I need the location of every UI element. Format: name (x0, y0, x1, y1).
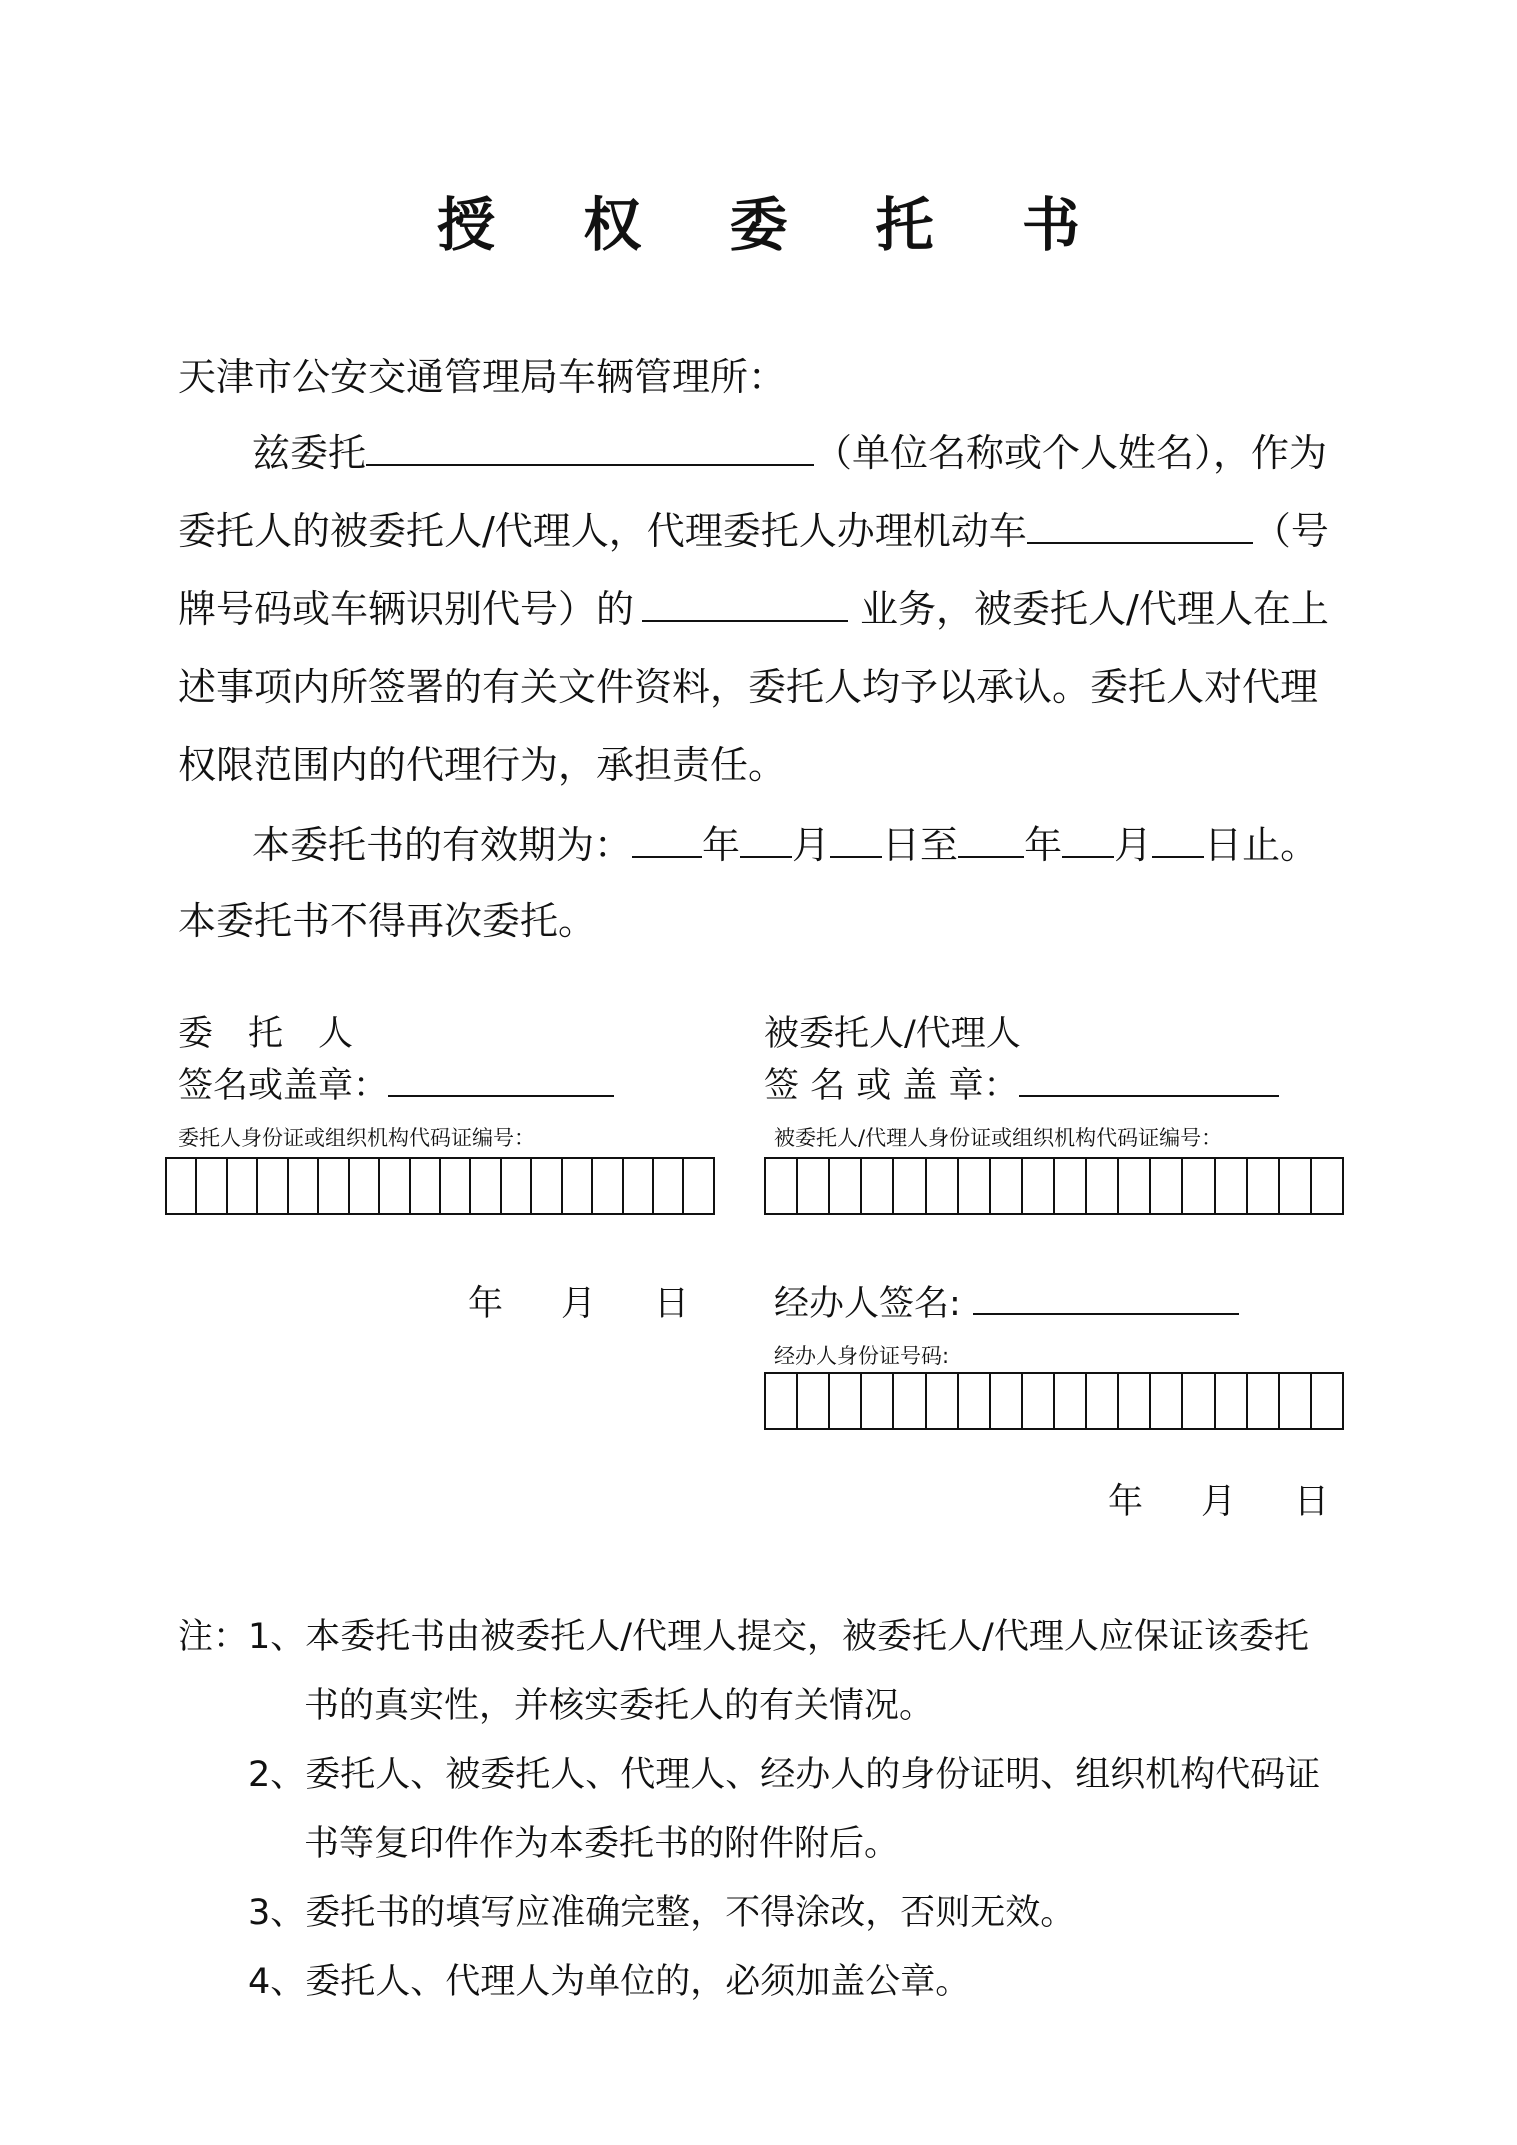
id-digit-cell[interactable] (860, 1374, 892, 1428)
principal-signature-blank[interactable] (388, 1065, 614, 1097)
id-digit-cell[interactable] (1085, 1374, 1117, 1428)
end-year-blank[interactable] (958, 820, 1024, 858)
validity-prefix: 本委托书的有效期为： (252, 823, 633, 867)
handler-id-grid[interactable] (764, 1372, 1344, 1430)
principal-signature-row (178, 1058, 614, 1108)
id-digit-cell[interactable] (957, 1159, 989, 1213)
paragraph-text: 牌号码或车辆识别代号）的 (178, 587, 635, 631)
date-month: 月 (561, 1284, 597, 1324)
id-digit-cell[interactable] (828, 1159, 860, 1213)
paragraph-text: 业务，被委托人/代理人在上 (860, 587, 1329, 631)
id-digit-cell[interactable] (682, 1159, 712, 1213)
id-digit-cell[interactable] (796, 1374, 828, 1428)
id-digit-cell[interactable] (1181, 1374, 1213, 1428)
id-digit-cell[interactable] (989, 1159, 1021, 1213)
document-title: 授 权 委 托 书 (437, 191, 1114, 259)
id-digit-cell[interactable] (530, 1159, 560, 1213)
principal-id-grid[interactable] (165, 1157, 715, 1215)
id-digit-cell[interactable] (1310, 1374, 1342, 1428)
validity-text: 年 (702, 823, 741, 867)
paragraph-text: 委托人的被委托人/代理人，代理委托人办理机动车 (178, 509, 1027, 553)
paragraph-line-2 (178, 506, 1329, 556)
id-digit-cell[interactable] (1117, 1374, 1149, 1428)
note-2-line-2: 书等复印件作为本委托书的附件附后。 (304, 1824, 900, 1864)
id-digit-cell[interactable] (469, 1159, 499, 1213)
id-digit-cell[interactable] (925, 1159, 957, 1213)
date-day: 日 (1294, 1482, 1330, 1522)
id-digit-cell[interactable] (622, 1159, 652, 1213)
start-month-blank[interactable] (740, 820, 792, 858)
date-year: 年 (1108, 1482, 1144, 1522)
agent-signature-row (764, 1058, 1279, 1108)
id-digit-cell[interactable] (652, 1159, 682, 1213)
id-digit-cell[interactable] (1214, 1159, 1246, 1213)
id-digit-cell[interactable] (287, 1159, 317, 1213)
validity-line (252, 820, 1318, 870)
id-digit-cell[interactable] (1310, 1159, 1342, 1213)
id-digit-cell[interactable] (1021, 1374, 1053, 1428)
note-3: 3、委托书的填写应准确完整，不得涂改，否则无效。 (248, 1893, 1076, 1933)
date-month: 月 (1201, 1482, 1237, 1522)
id-digit-cell[interactable] (1246, 1374, 1278, 1428)
end-month-blank[interactable] (1062, 820, 1114, 858)
principal-signature-label: 签名或盖章： (178, 1066, 389, 1106)
paragraph-text: （号 (1252, 509, 1329, 553)
entrusted-name-blank[interactable] (366, 428, 814, 466)
id-digit-cell[interactable] (1149, 1374, 1181, 1428)
id-digit-cell[interactable] (256, 1159, 286, 1213)
paragraph-text: （单位名称或个人姓名），作为 (814, 431, 1328, 475)
id-digit-cell[interactable] (167, 1159, 195, 1213)
id-digit-cell[interactable] (1149, 1159, 1181, 1213)
note-2-line-1: 2、委托人、被委托人、代理人、经办人的身份证明、组织机构代码证 (248, 1755, 1321, 1795)
end-day-blank[interactable] (1152, 820, 1204, 858)
id-digit-cell[interactable] (591, 1159, 621, 1213)
note-1-line-2: 书的真实性，并核实委托人的有关情况。 (304, 1686, 935, 1726)
id-digit-cell[interactable] (1181, 1159, 1213, 1213)
handler-signature-blank[interactable] (973, 1283, 1239, 1315)
id-digit-cell[interactable] (892, 1374, 924, 1428)
handler-signature-row (774, 1276, 1239, 1326)
id-digit-cell[interactable] (796, 1159, 828, 1213)
business-type-blank[interactable] (642, 584, 848, 622)
validity-text: 月 (1114, 823, 1153, 867)
paragraph-line-4: 述事项内所签署的有关文件资料，委托人均予以承认。委托人对代理 (178, 665, 1319, 709)
id-digit-cell[interactable] (561, 1159, 591, 1213)
note-4: 4、委托人、代理人为单位的，必须加盖公章。 (248, 1962, 971, 2002)
id-digit-cell[interactable] (348, 1159, 378, 1213)
addressee: 天津市公安交通管理局车辆管理所： (178, 355, 787, 399)
id-digit-cell[interactable] (1021, 1159, 1053, 1213)
notes-prefix: 注： (178, 1617, 249, 1657)
id-digit-cell[interactable] (409, 1159, 439, 1213)
id-digit-cell[interactable] (766, 1159, 796, 1213)
note-1-line-1: 1、本委托书由被委托人/代理人提交，被委托人/代理人应保证该委托 (248, 1617, 1309, 1657)
handler-signature-label: 经办人签名: (774, 1284, 961, 1324)
id-digit-cell[interactable] (1214, 1374, 1246, 1428)
principal-heading: 委 托 人 (178, 1014, 354, 1054)
vehicle-number-blank[interactable] (1027, 506, 1253, 544)
id-digit-cell[interactable] (1053, 1159, 1085, 1213)
validity-text: 月 (792, 823, 831, 867)
handler-id-label: 经办人身份证号码: (774, 1344, 950, 1368)
id-digit-cell[interactable] (828, 1374, 860, 1428)
id-digit-cell[interactable] (1053, 1374, 1085, 1428)
id-digit-cell[interactable] (766, 1374, 796, 1428)
paragraph-line-5: 权限范围内的代理行为，承担责任。 (178, 743, 787, 787)
id-digit-cell[interactable] (860, 1159, 892, 1213)
paragraph-line-1 (252, 428, 1327, 478)
id-digit-cell[interactable] (226, 1159, 256, 1213)
id-digit-cell[interactable] (1246, 1159, 1278, 1213)
date-day: 日 (654, 1284, 690, 1324)
agent-id-grid[interactable] (764, 1157, 1344, 1215)
agent-id-label: 被委托人/代理人身份证或组织机构代码证编号： (774, 1126, 1223, 1150)
id-digit-cell[interactable] (925, 1374, 957, 1428)
id-digit-cell[interactable] (500, 1159, 530, 1213)
id-digit-cell[interactable] (892, 1159, 924, 1213)
validity-text: 日至 (882, 823, 959, 867)
principal-date (468, 1276, 689, 1326)
id-digit-cell[interactable] (1085, 1159, 1117, 1213)
validity-text: 日止。 (1204, 823, 1319, 867)
start-day-blank[interactable] (830, 820, 882, 858)
id-digit-cell[interactable] (317, 1159, 347, 1213)
agent-signature-blank[interactable] (1019, 1065, 1279, 1097)
agent-heading: 被委托人/代理人 (764, 1014, 1021, 1054)
paragraph-line-3 (178, 584, 1329, 634)
agent-signature-label: 签 名 或 盖 章： (764, 1066, 1019, 1106)
id-digit-cell[interactable] (1278, 1374, 1310, 1428)
principal-id-label: 委托人身份证或组织机构代码证编号： (178, 1126, 535, 1150)
id-digit-cell[interactable] (1117, 1159, 1149, 1213)
id-digit-cell[interactable] (989, 1374, 1021, 1428)
id-digit-cell[interactable] (957, 1374, 989, 1428)
no-redelegation-text: 本委托书不得再次委托。 (178, 899, 597, 943)
start-year-blank[interactable] (632, 820, 702, 858)
id-digit-cell[interactable] (378, 1159, 408, 1213)
id-digit-cell[interactable] (1278, 1159, 1310, 1213)
id-digit-cell[interactable] (439, 1159, 469, 1213)
validity-text: 年 (1024, 823, 1063, 867)
date-year: 年 (468, 1284, 504, 1324)
paragraph-text: 兹委托 (252, 431, 367, 475)
handler-date (1108, 1474, 1329, 1524)
id-digit-cell[interactable] (195, 1159, 225, 1213)
